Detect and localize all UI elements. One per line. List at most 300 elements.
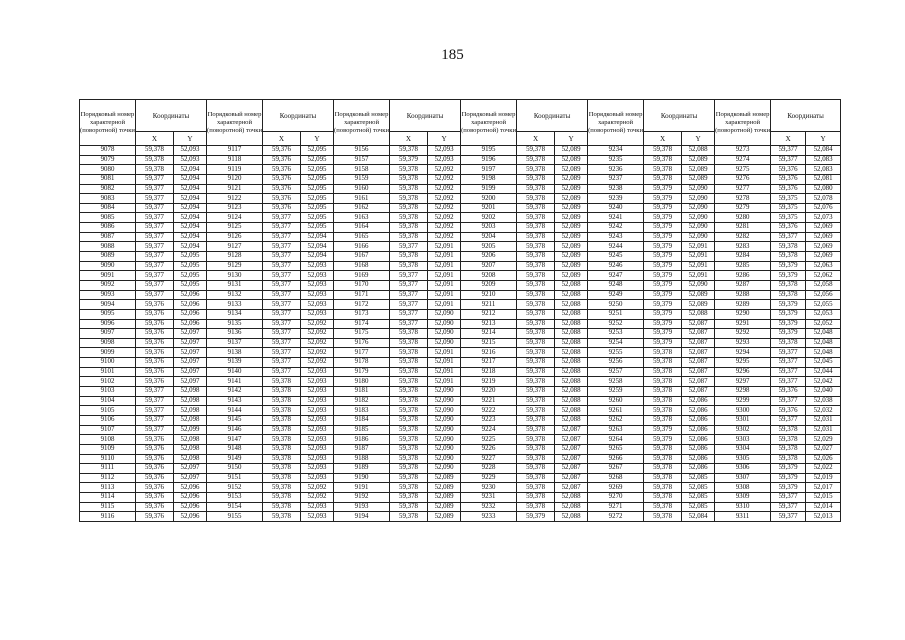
header-x: X xyxy=(771,132,806,146)
point-number: 9301 xyxy=(715,415,771,425)
point-number: 9300 xyxy=(715,406,771,416)
point-number: 9293 xyxy=(715,338,771,348)
x-value: 59,378 xyxy=(517,165,555,175)
point-number: 9287 xyxy=(715,280,771,290)
y-value: 52,098 xyxy=(174,387,207,397)
point-number: 9105 xyxy=(80,406,136,416)
x-value: 59,378 xyxy=(263,502,301,512)
y-value: 52,089 xyxy=(555,252,588,262)
x-value: 59,377 xyxy=(390,309,428,319)
x-value: 59,378 xyxy=(390,473,428,483)
x-value: 59,378 xyxy=(771,242,806,252)
point-number: 9273 xyxy=(715,146,771,156)
y-value: 52,089 xyxy=(555,203,588,213)
x-value: 59,377 xyxy=(771,377,806,387)
coordinates-table xyxy=(79,99,841,522)
point-number: 9085 xyxy=(80,213,136,223)
header-point-number: Порядковый номер характерной (поворотной) точки xyxy=(715,100,771,146)
y-value: 52,090 xyxy=(428,338,461,348)
point-number: 9147 xyxy=(207,435,263,445)
table-row xyxy=(80,483,841,493)
x-value: 59,378 xyxy=(390,194,428,204)
x-value: 59,378 xyxy=(517,174,555,184)
point-number: 9146 xyxy=(207,425,263,435)
point-number: 9142 xyxy=(207,387,263,397)
x-value: 59,379 xyxy=(644,280,682,290)
table-row xyxy=(80,155,841,165)
x-value: 59,378 xyxy=(644,396,682,406)
point-number: 9090 xyxy=(80,261,136,271)
point-number: 9086 xyxy=(80,223,136,233)
y-value: 52,091 xyxy=(682,252,715,262)
point-number: 9227 xyxy=(461,454,517,464)
point-number: 9145 xyxy=(207,415,263,425)
x-value: 59,378 xyxy=(390,454,428,464)
y-value: 52,095 xyxy=(301,174,334,184)
x-value: 59,377 xyxy=(136,223,174,233)
x-value: 59,377 xyxy=(263,300,301,310)
x-value: 59,378 xyxy=(644,483,682,493)
y-value: 52,090 xyxy=(428,319,461,329)
y-value: 52,086 xyxy=(682,425,715,435)
y-value: 52,083 xyxy=(806,165,841,175)
y-value: 52,087 xyxy=(682,387,715,397)
y-value: 52,088 xyxy=(555,329,588,339)
point-number: 9258 xyxy=(588,377,644,387)
header-coordinates: Координаты xyxy=(390,100,461,132)
x-value: 59,376 xyxy=(136,435,174,445)
y-value: 52,090 xyxy=(428,435,461,445)
y-value: 52,087 xyxy=(682,367,715,377)
point-number: 9228 xyxy=(461,464,517,474)
point-number: 9245 xyxy=(588,252,644,262)
y-value: 52,091 xyxy=(682,271,715,281)
y-value: 52,089 xyxy=(682,165,715,175)
x-value: 59,377 xyxy=(263,252,301,262)
point-number: 9130 xyxy=(207,271,263,281)
point-number: 9213 xyxy=(461,319,517,329)
table-row xyxy=(80,473,841,483)
x-value: 59,378 xyxy=(517,415,555,425)
x-value: 59,375 xyxy=(771,203,806,213)
y-value: 52,097 xyxy=(174,377,207,387)
point-number: 9195 xyxy=(461,146,517,156)
x-value: 59,377 xyxy=(263,223,301,233)
x-value: 59,378 xyxy=(517,473,555,483)
x-value: 59,379 xyxy=(771,483,806,493)
y-value: 52,088 xyxy=(555,348,588,358)
x-value: 59,376 xyxy=(136,377,174,387)
x-value: 59,377 xyxy=(771,493,806,503)
header-point-number: Порядковый номер характерной (поворотной) точки xyxy=(207,100,263,146)
point-number: 9304 xyxy=(715,444,771,454)
x-value: 59,377 xyxy=(263,358,301,368)
y-value: 52,093 xyxy=(301,464,334,474)
x-value: 59,379 xyxy=(644,290,682,300)
x-value: 59,379 xyxy=(644,271,682,281)
point-number: 9095 xyxy=(80,309,136,319)
y-value: 52,078 xyxy=(806,194,841,204)
y-value: 52,093 xyxy=(301,367,334,377)
point-number: 9286 xyxy=(715,271,771,281)
x-value: 59,378 xyxy=(390,232,428,242)
point-number: 9141 xyxy=(207,377,263,387)
point-number: 9280 xyxy=(715,213,771,223)
point-number: 9173 xyxy=(334,309,390,319)
point-number: 9131 xyxy=(207,280,263,290)
point-number: 9279 xyxy=(715,203,771,213)
point-number: 9172 xyxy=(334,300,390,310)
x-value: 59,379 xyxy=(644,329,682,339)
x-value: 59,376 xyxy=(136,483,174,493)
y-value: 52,089 xyxy=(555,146,588,156)
y-value: 52,086 xyxy=(682,396,715,406)
point-number: 9255 xyxy=(588,348,644,358)
x-value: 59,377 xyxy=(263,232,301,242)
y-value: 52,090 xyxy=(428,387,461,397)
point-number: 9196 xyxy=(461,155,517,165)
x-value: 59,378 xyxy=(136,146,174,156)
table-row xyxy=(80,464,841,474)
y-value: 52,093 xyxy=(301,377,334,387)
y-value: 52,089 xyxy=(428,483,461,493)
x-value: 59,377 xyxy=(771,415,806,425)
y-value: 52,096 xyxy=(174,319,207,329)
table-row xyxy=(80,261,841,271)
x-value: 59,376 xyxy=(263,155,301,165)
table-row xyxy=(80,184,841,194)
point-number: 9218 xyxy=(461,367,517,377)
header-y: Y xyxy=(428,132,461,146)
header-point-number: Порядковый номер характерной (поворотной) точки xyxy=(80,100,136,146)
y-value: 52,096 xyxy=(174,512,207,522)
y-value: 52,095 xyxy=(301,146,334,156)
point-number: 9291 xyxy=(715,319,771,329)
table-body xyxy=(80,146,841,522)
y-value: 52,095 xyxy=(301,223,334,233)
x-value: 59,376 xyxy=(771,387,806,397)
y-value: 52,089 xyxy=(428,512,461,522)
x-value: 59,378 xyxy=(263,483,301,493)
header-y: Y xyxy=(174,132,207,146)
x-value: 59,378 xyxy=(390,425,428,435)
x-value: 59,378 xyxy=(390,493,428,503)
y-value: 52,089 xyxy=(555,194,588,204)
y-value: 52,086 xyxy=(682,464,715,474)
x-value: 59,377 xyxy=(136,280,174,290)
y-value: 52,089 xyxy=(555,184,588,194)
x-value: 59,377 xyxy=(771,155,806,165)
x-value: 59,378 xyxy=(771,435,806,445)
y-value: 52,087 xyxy=(555,444,588,454)
point-number: 9125 xyxy=(207,223,263,233)
y-value: 52,089 xyxy=(428,502,461,512)
x-value: 59,377 xyxy=(263,338,301,348)
point-number: 9200 xyxy=(461,194,517,204)
y-value: 52,093 xyxy=(301,425,334,435)
point-number: 9305 xyxy=(715,454,771,464)
point-number: 9220 xyxy=(461,387,517,397)
x-value: 59,379 xyxy=(771,271,806,281)
y-value: 52,048 xyxy=(806,348,841,358)
point-number: 9168 xyxy=(334,261,390,271)
y-value: 52,092 xyxy=(301,319,334,329)
x-value: 59,378 xyxy=(771,444,806,454)
point-number: 9231 xyxy=(461,493,517,503)
point-number: 9303 xyxy=(715,435,771,445)
x-value: 59,376 xyxy=(263,165,301,175)
table-row xyxy=(80,309,841,319)
y-value: 52,027 xyxy=(806,444,841,454)
x-value: 59,377 xyxy=(136,387,174,397)
y-value: 52,096 xyxy=(174,309,207,319)
x-value: 59,379 xyxy=(644,261,682,271)
table-row xyxy=(80,194,841,204)
point-number: 9093 xyxy=(80,290,136,300)
y-value: 52,052 xyxy=(806,319,841,329)
point-number: 9082 xyxy=(80,184,136,194)
x-value: 59,377 xyxy=(771,367,806,377)
point-number: 9158 xyxy=(334,165,390,175)
point-number: 9252 xyxy=(588,319,644,329)
y-value: 52,091 xyxy=(428,290,461,300)
x-value: 59,378 xyxy=(771,290,806,300)
point-number: 9257 xyxy=(588,367,644,377)
x-value: 59,377 xyxy=(390,290,428,300)
y-value: 52,090 xyxy=(682,203,715,213)
y-value: 52,094 xyxy=(174,242,207,252)
point-number: 9121 xyxy=(207,184,263,194)
point-number: 9189 xyxy=(334,464,390,474)
x-value: 59,376 xyxy=(136,512,174,522)
point-number: 9229 xyxy=(461,473,517,483)
table-row xyxy=(80,280,841,290)
point-number: 9198 xyxy=(461,174,517,184)
y-value: 52,088 xyxy=(555,280,588,290)
point-number: 9299 xyxy=(715,396,771,406)
y-value: 52,032 xyxy=(806,406,841,416)
point-number: 9098 xyxy=(80,338,136,348)
x-value: 59,378 xyxy=(771,280,806,290)
x-value: 59,376 xyxy=(136,454,174,464)
y-value: 52,040 xyxy=(806,387,841,397)
x-value: 59,376 xyxy=(771,165,806,175)
table-row xyxy=(80,493,841,503)
header-coordinates: Координаты xyxy=(263,100,334,132)
x-value: 59,378 xyxy=(390,464,428,474)
point-number: 9256 xyxy=(588,358,644,368)
y-value: 52,093 xyxy=(301,415,334,425)
y-value: 52,092 xyxy=(428,223,461,233)
x-value: 59,378 xyxy=(644,454,682,464)
x-value: 59,378 xyxy=(644,165,682,175)
point-number: 9253 xyxy=(588,329,644,339)
y-value: 52,092 xyxy=(428,174,461,184)
x-value: 59,378 xyxy=(390,435,428,445)
header-y: Y xyxy=(301,132,334,146)
point-number: 9246 xyxy=(588,261,644,271)
x-value: 59,378 xyxy=(644,464,682,474)
table-row xyxy=(80,512,841,522)
y-value: 52,087 xyxy=(555,435,588,445)
y-value: 52,085 xyxy=(682,473,715,483)
point-number: 9211 xyxy=(461,300,517,310)
point-number: 9306 xyxy=(715,464,771,474)
point-number: 9208 xyxy=(461,271,517,281)
y-value: 52,085 xyxy=(682,493,715,503)
point-number: 9244 xyxy=(588,242,644,252)
point-number: 9161 xyxy=(334,194,390,204)
point-number: 9278 xyxy=(715,194,771,204)
y-value: 52,089 xyxy=(555,261,588,271)
x-value: 59,377 xyxy=(263,309,301,319)
x-value: 59,378 xyxy=(517,232,555,242)
point-number: 9112 xyxy=(80,473,136,483)
y-value: 52,096 xyxy=(174,502,207,512)
point-number: 9307 xyxy=(715,473,771,483)
x-value: 59,378 xyxy=(263,464,301,474)
x-value: 59,378 xyxy=(517,464,555,474)
point-number: 9103 xyxy=(80,387,136,397)
x-value: 59,378 xyxy=(517,444,555,454)
point-number: 9284 xyxy=(715,252,771,262)
y-value: 52,087 xyxy=(555,483,588,493)
x-value: 59,378 xyxy=(390,213,428,223)
y-value: 52,095 xyxy=(174,280,207,290)
y-value: 52,092 xyxy=(301,358,334,368)
x-value: 59,377 xyxy=(771,358,806,368)
x-value: 59,377 xyxy=(136,425,174,435)
x-value: 59,377 xyxy=(263,329,301,339)
header-coordinates: Координаты xyxy=(136,100,207,132)
x-value: 59,376 xyxy=(136,309,174,319)
point-number: 9144 xyxy=(207,406,263,416)
y-value: 52,097 xyxy=(174,358,207,368)
point-number: 9239 xyxy=(588,194,644,204)
point-number: 9298 xyxy=(715,387,771,397)
point-number: 9224 xyxy=(461,425,517,435)
y-value: 52,093 xyxy=(301,387,334,397)
y-value: 52,089 xyxy=(682,174,715,184)
x-value: 59,378 xyxy=(517,203,555,213)
point-number: 9242 xyxy=(588,223,644,233)
point-number: 9169 xyxy=(334,271,390,281)
point-number: 9190 xyxy=(334,473,390,483)
y-value: 52,089 xyxy=(555,223,588,233)
y-value: 52,053 xyxy=(806,309,841,319)
y-value: 52,093 xyxy=(301,261,334,271)
x-value: 59,378 xyxy=(517,194,555,204)
table-row xyxy=(80,415,841,425)
point-number: 9205 xyxy=(461,242,517,252)
y-value: 52,038 xyxy=(806,396,841,406)
point-number: 9122 xyxy=(207,194,263,204)
y-value: 52,093 xyxy=(301,512,334,522)
x-value: 59,376 xyxy=(136,338,174,348)
y-value: 52,097 xyxy=(174,367,207,377)
y-value: 52,095 xyxy=(174,252,207,262)
point-number: 9289 xyxy=(715,300,771,310)
y-value: 52,042 xyxy=(806,377,841,387)
point-number: 9188 xyxy=(334,454,390,464)
y-value: 52,083 xyxy=(806,155,841,165)
point-number: 9108 xyxy=(80,435,136,445)
table-row xyxy=(80,348,841,358)
table-row xyxy=(80,454,841,464)
x-value: 59,378 xyxy=(390,348,428,358)
x-value: 59,379 xyxy=(644,300,682,310)
x-value: 59,376 xyxy=(136,348,174,358)
x-value: 59,378 xyxy=(771,454,806,464)
point-number: 9223 xyxy=(461,415,517,425)
y-value: 52,090 xyxy=(428,454,461,464)
x-value: 59,378 xyxy=(771,338,806,348)
x-value: 59,378 xyxy=(263,454,301,464)
x-value: 59,377 xyxy=(263,348,301,358)
y-value: 52,092 xyxy=(301,493,334,503)
y-value: 52,089 xyxy=(555,242,588,252)
point-number: 9176 xyxy=(334,338,390,348)
point-number: 9199 xyxy=(461,184,517,194)
y-value: 52,062 xyxy=(806,271,841,281)
x-value: 59,378 xyxy=(390,406,428,416)
x-value: 59,378 xyxy=(644,146,682,156)
y-value: 52,069 xyxy=(806,242,841,252)
point-number: 9240 xyxy=(588,203,644,213)
x-value: 59,378 xyxy=(644,174,682,184)
point-number: 9160 xyxy=(334,184,390,194)
point-number: 9185 xyxy=(334,425,390,435)
y-value: 52,097 xyxy=(174,338,207,348)
y-value: 52,086 xyxy=(682,454,715,464)
y-value: 52,080 xyxy=(806,184,841,194)
y-value: 52,063 xyxy=(806,261,841,271)
point-number: 9275 xyxy=(715,165,771,175)
x-value: 59,378 xyxy=(390,502,428,512)
x-value: 59,379 xyxy=(771,329,806,339)
table-row xyxy=(80,223,841,233)
point-number: 9151 xyxy=(207,473,263,483)
point-number: 9212 xyxy=(461,309,517,319)
y-value: 52,088 xyxy=(555,367,588,377)
x-value: 59,378 xyxy=(390,358,428,368)
point-number: 9206 xyxy=(461,252,517,262)
point-number: 9197 xyxy=(461,165,517,175)
point-number: 9135 xyxy=(207,319,263,329)
table-row xyxy=(80,377,841,387)
x-value: 59,378 xyxy=(390,338,428,348)
y-value: 52,097 xyxy=(174,329,207,339)
point-number: 9107 xyxy=(80,425,136,435)
x-value: 59,379 xyxy=(644,223,682,233)
point-number: 9214 xyxy=(461,329,517,339)
point-number: 9192 xyxy=(334,493,390,503)
x-value: 59,379 xyxy=(644,194,682,204)
y-value: 52,087 xyxy=(682,377,715,387)
point-number: 9180 xyxy=(334,377,390,387)
x-value: 59,378 xyxy=(517,242,555,252)
point-number: 9186 xyxy=(334,435,390,445)
y-value: 52,088 xyxy=(555,396,588,406)
header-coordinates: Координаты xyxy=(517,100,588,132)
x-value: 59,379 xyxy=(390,155,428,165)
x-value: 59,378 xyxy=(517,300,555,310)
x-value: 59,376 xyxy=(771,174,806,184)
y-value: 52,096 xyxy=(174,290,207,300)
y-value: 52,055 xyxy=(806,300,841,310)
y-value: 52,088 xyxy=(555,300,588,310)
x-value: 59,378 xyxy=(644,512,682,522)
